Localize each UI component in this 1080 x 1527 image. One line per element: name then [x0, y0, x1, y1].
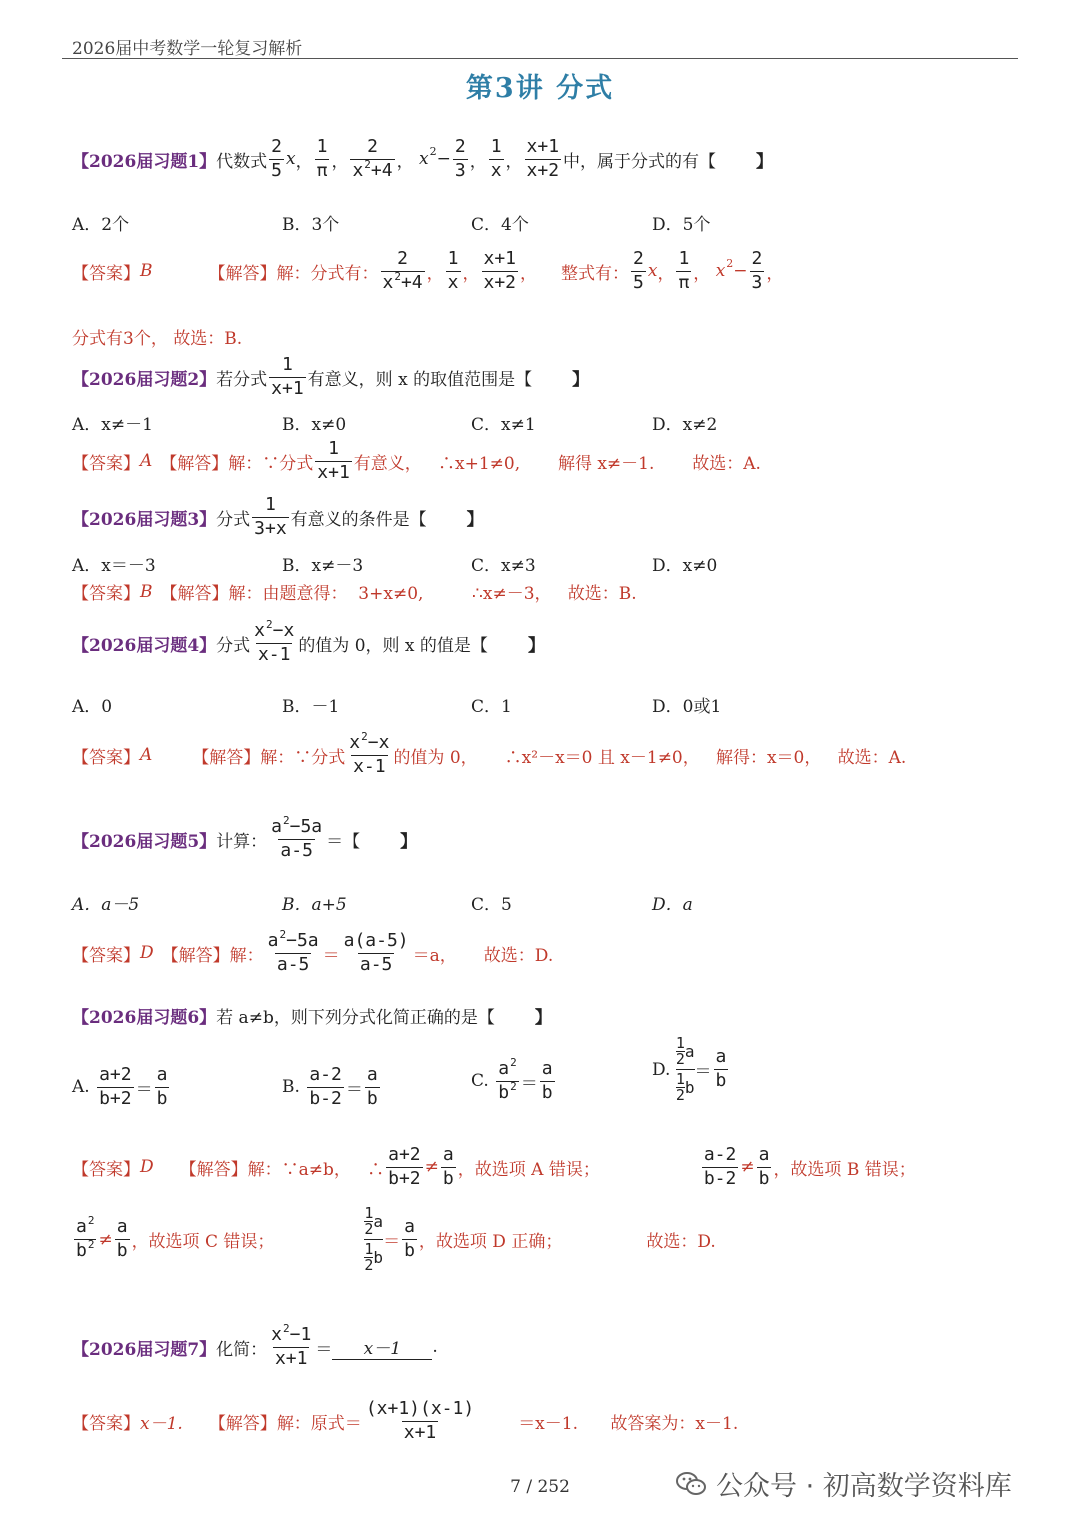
q1-expr-2-x2p4: $\frac{2}{x^2+4}$	[352, 136, 393, 181]
q6-sol-c: ，故选项 C 错误；	[131, 1232, 275, 1252]
q6-sol-a: ，故选项 A 错误；	[457, 1159, 600, 1180]
q6-tag: 【2026届习题6】	[72, 1008, 217, 1028]
q3-bracket-close: 】	[466, 509, 484, 530]
q6-answer-label: 【答案】	[72, 1159, 140, 1180]
q5-stem-pre: 计算：	[216, 831, 268, 852]
q6-sol-b: ，故选项 B 错误；	[773, 1159, 916, 1180]
q1-sol-end: 分式有3个， 故选：B.	[72, 329, 243, 349]
q2-answer-value: A	[140, 451, 153, 472]
q5-answer-row: 【答案】 D 【解答】 解： $\frac{a^2-5a}{a-5}$ ＝ $\frac{a(a-5)}{a-5}$ ＝a， 故选：D.	[72, 928, 554, 975]
q1-option-a: A．2个	[72, 215, 130, 235]
q4-option-d: D．0或1	[652, 697, 722, 717]
q7-answer-row: 【答案】 x－1. 【解答】 解：原式＝ $\frac{(x+1)(x-1)}{x+1}$ ＝x－1. 故答案为：x－1.	[72, 1398, 739, 1443]
question-1-stem: 【2026届习题1】 代数式 $\frac{2}{5}$ x ， $\frac{1}{\pi}$ ， $\frac{2}{x^2+4}$ ， x 2 − $\frac{2}{3}$ ， $\frac{1}{x}$ ， $\frac{x+1}{x+2}$ 中，属于分式的有【 】	[72, 136, 774, 181]
lecture-title: 第3讲 分式	[465, 73, 615, 104]
q4-answer-value: A	[140, 745, 153, 766]
header-divider	[62, 58, 1018, 59]
page-number: 7 / 252	[510, 1477, 570, 1497]
q4-sol-pre: 解：∵分式	[260, 747, 346, 768]
q5-tag: 【2026届习题5】	[72, 831, 217, 852]
q2-bracket-close: 】	[572, 369, 590, 390]
q1-tag: 【2026届习题1】	[72, 151, 217, 172]
q3-option-a: A．x＝－3	[72, 556, 156, 576]
q6-bracket-close: 】	[534, 1008, 552, 1028]
q4-sol-post: 的值为 0， ∴x²－x＝0 且 x－1≠0， 解得：x＝0， 故选：A.	[393, 747, 907, 768]
q7-answer-label: 【答案】	[72, 1413, 140, 1434]
q6-solution-label: 【解答】	[179, 1159, 248, 1180]
q2-answer-row: 【答案】 A 【解答】 解：∵分式 $\frac{1}{x+1}$ 有意义， ∴x+1≠0, 解得 x≠－1. 故选：A.	[72, 438, 761, 483]
q4-stem-post: 的值为 0，则 x 的值是【	[298, 635, 488, 656]
q2-option-a: A．x≠－1	[72, 415, 153, 435]
q6-sol-end: 故选：D.	[646, 1232, 716, 1252]
q6-option-d-letter: D.	[652, 1059, 671, 1080]
q4-tag: 【2026届习题4】	[72, 635, 217, 656]
q7-answer-value: x－1.	[140, 1413, 183, 1434]
q7-sol-pre: 解：原式＝	[276, 1413, 362, 1434]
q5-sol-pre: 解：	[229, 945, 264, 966]
q1-expr-xp1-xp2: $\frac{x+1}{x+2}$	[526, 136, 560, 181]
q1-bracket-close: 】	[756, 151, 774, 172]
q1-sol-integral-label: 整式有：	[561, 263, 630, 284]
q1-stem-post: 中，属于分式的有【	[563, 151, 717, 172]
q7-tag: 【2026届习题7】	[72, 1339, 217, 1360]
q3-stem-post: 有意义的条件是【	[290, 509, 427, 530]
q3-option-b: B．x≠－3	[282, 556, 364, 576]
q2-option-c: C．x≠1	[471, 415, 536, 435]
q6-option-b-letter: B.	[282, 1077, 300, 1098]
q1-expr-2-5: $\frac{2}{5}$	[271, 136, 282, 181]
q3-solution-label: 【解答】	[160, 584, 229, 604]
q5-option-b: B．a+5	[282, 895, 347, 915]
q2-stem-post: 有意义，则 x 的取值范围是【	[307, 369, 533, 390]
q1-stem-pre: 代数式	[216, 151, 268, 172]
q1-sol-fraction-label: 解：分式有：	[276, 263, 379, 284]
q7-solution-label: 【解答】	[208, 1413, 277, 1434]
q3-option-c: C．x≠3	[471, 556, 536, 576]
q3-answer-label: 【答案】	[72, 584, 140, 604]
q1-option-d: D．5个	[652, 215, 711, 235]
q5-solution-label: 【解答】	[161, 945, 230, 966]
q7-answer-blank[interactable]: x－1	[332, 1334, 432, 1360]
q6-sol-d: ，故选项 D 正确；	[418, 1232, 563, 1252]
q6-sol-pre: 解：∵a≠b， ∴	[247, 1159, 385, 1180]
q3-sol: 解：由题意得： 3+x≠0, ∴x≠－3， 故选：B.	[228, 584, 637, 604]
q1-answer-value: B	[140, 261, 153, 282]
q4-bracket-close: 】	[527, 635, 545, 656]
q5-option-c: C．5	[471, 895, 512, 915]
q6-option-a-letter: A.	[72, 1077, 90, 1098]
q5-option-d: D．a	[652, 895, 693, 915]
question-5-stem: 【2026届习题5】 计算： $\frac{a^2-5a}{a-5}$ ＝【 】	[72, 814, 418, 861]
q1-expr-1-x: $\frac{1}{x}$	[490, 136, 502, 181]
question-3-stem: 【2026届习题3】 分式 $\frac{1}{3+x}$ 有意义的条件是【 】	[72, 494, 484, 539]
q5-option-a: A．a－5	[72, 895, 140, 915]
q1-option-b: B．3个	[282, 215, 340, 235]
q6-stem-text: 若 a≠b，则下列分式化简正确的是【	[216, 1008, 495, 1028]
question-7-stem: 【2026届习题7】 化简： $\frac{x^2-1}{x+1}$ ＝ x－1 .	[72, 1322, 438, 1369]
q1-expr-1-pi: $\frac{1}{\pi}$	[316, 136, 328, 181]
q3-stem-pre: 分式	[216, 509, 251, 530]
q4-stem-pre: 分式	[216, 635, 251, 656]
q6-answer-value: D	[140, 1157, 154, 1178]
wechat-icon	[676, 1471, 706, 1497]
q7-stem-pre: 化简：	[216, 1339, 268, 1360]
q4-option-b: B．－1	[282, 697, 340, 717]
q6-option-c: C. $\frac{a^2}{b^2}$ ＝ $\frac{a}{b}$	[471, 1056, 553, 1103]
q2-stem-pre: 若分式	[216, 369, 268, 390]
q3-answer-row	[72, 579, 637, 604]
watermark-text: 公众号 · 初高数学资料库	[716, 1471, 1012, 1502]
q1-option-c: C．4个	[471, 215, 529, 235]
q2-tag: 【2026届习题2】	[72, 369, 217, 390]
q6-option-c-letter: C.	[471, 1071, 489, 1092]
q2-sol-pre: 解：∵分式	[228, 453, 314, 474]
q6-answer-row: 【答案】 D 【解答】 解：∵a≠b， ∴ $\frac{a+2}{b+2}$ ≠ $\frac{a}{b}$ ，故选项 A 错误； $\frac{a-2}{b-2}$ ≠ $\frac{a}{b}$ ，故选项 B 错误；	[72, 1144, 916, 1189]
question-6-stem	[72, 1003, 552, 1028]
q1-solution-label: 【解答】	[208, 263, 277, 284]
q4-solution-label: 【解答】	[192, 747, 261, 768]
q5-sol-post: ＝a， 故选：D.	[412, 945, 554, 966]
q4-option-a: A．0	[72, 697, 113, 717]
q3-tag: 【2026届习题3】	[72, 509, 217, 530]
q3-option-d: D．x≠0	[652, 556, 718, 576]
q3-answer-value: B	[140, 581, 153, 602]
q7-sol-post: ＝x－1. 故答案为：x－1.	[518, 1413, 739, 1434]
q5-answer-label: 【答案】	[72, 945, 140, 966]
q4-answer-label: 【答案】	[72, 747, 140, 768]
header-title: 2026届中考数学一轮复习解析	[72, 39, 303, 59]
watermark	[676, 1464, 1012, 1503]
q4-option-c: C．1	[471, 697, 512, 717]
q6-option-b: B. $\frac{a-2}{b-2}$ ＝ $\frac{a}{b}$	[282, 1064, 378, 1109]
q2-solution-label: 【解答】	[160, 453, 229, 474]
q6-option-a: A. $\frac{a+2}{b+2}$ ＝ $\frac{a}{b}$	[72, 1064, 168, 1109]
q4-answer-row: 【答案】 A 【解答】 解：∵分式 $\frac{x^2-x}{x-1}$ 的值为 0， ∴x²－x＝0 且 x－1≠0， 解得：x＝0， 故选：A.	[72, 730, 907, 777]
question-4-stem: 【2026届习题4】 分式 $\frac{x^2-x}{x-1}$ 的值为 0，则 x 的值是【 】	[72, 618, 545, 665]
q6-option-d: D. 1 2 a 1 2 b ＝ $\frac{a}{b}$	[652, 1034, 727, 1104]
q2-option-b: B．x≠0	[282, 415, 347, 435]
q2-option-d: D．x≠2	[652, 415, 718, 435]
q6-answer-row-2: $\frac{a^2}{b^2}$ ≠ $\frac{a}{b}$ ，故选项 C 错误； 1 2 a 1 2 b ＝ $\frac{a}{b}$ ，故选项 D 正确； 故选：D.	[76, 1204, 716, 1274]
question-2-stem: 【2026届习题2】 若分式 $\frac{1}{x+1}$ 有意义，则 x 的取值范围是【 】	[72, 354, 590, 399]
q2-sol-post: 有意义， ∴x+1≠0, 解得 x≠－1. 故选：A.	[353, 453, 761, 474]
q1-answer-label: 【答案】	[72, 263, 140, 284]
q5-bracket-close: 】	[400, 831, 418, 852]
q1-answer-row: 【答案】 B 【解答】 解：分式有： $\frac{2}{x^2+4}$ ， $\frac{1}{x}$ ， $\frac{x+1}{x+2}$ ， 整式有： $\frac{2}{5}$ x ， $\frac{1}{\pi}$ ， x 2 − $\frac{2}{3}$ ，	[72, 248, 784, 293]
q2-answer-label: 【答案】	[72, 453, 140, 474]
q5-stem-post: ＝【	[326, 831, 361, 852]
q5-answer-value: D	[140, 943, 154, 964]
